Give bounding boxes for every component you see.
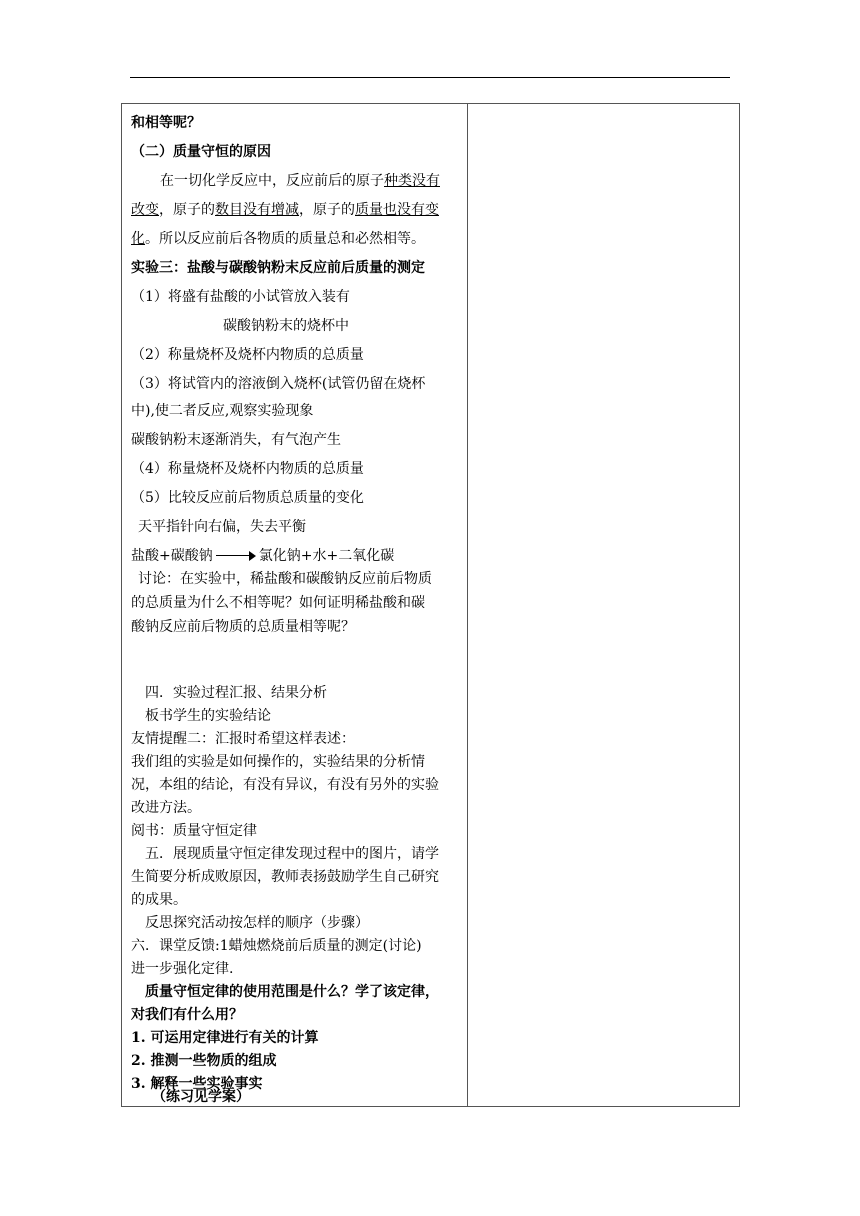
section-heading: 四．实验过程汇报、结果分析 [145, 685, 327, 701]
text-span: 在一切化学反应中，反应前后的原子 [160, 173, 384, 189]
text-line: 板书学生的实验结论 [145, 708, 271, 724]
text-line: 阅书：质量守恒定律 [131, 823, 257, 839]
list-item: 2. 推测一些物质的组成 [131, 1053, 277, 1069]
text-line [131, 230, 425, 248]
text-line: 碳酸钠粉末的烧杯中 [223, 318, 349, 334]
question-line: 对我们有什么用？ [131, 1007, 243, 1023]
products: 氯化钠+水+二氧化碳 [258, 548, 395, 564]
text-line: 生简要分析成败原因，教师表扬鼓励学生自己研究 [131, 869, 439, 885]
text-line: 反思探究活动按怎样的顺序（步骤） [145, 915, 369, 931]
question-line: 质量守恒定律的使用范围是什么？学了该定律， [145, 984, 439, 1000]
list-item: 1. 可运用定律进行有关的计算 [131, 1030, 319, 1046]
text-line: 的总质量为什么不相等呢？如何证明稀盐酸和碳 [131, 595, 425, 611]
text-line: 进一步强化定律. [131, 961, 234, 977]
underlined-span: 数目没有增减 [215, 202, 299, 218]
text-line: 况，本组的结论，有没有异议，有没有另外的实验 [131, 777, 439, 793]
text-line: 友情提醒二：汇报时希望这样表述： [131, 731, 355, 747]
section-heading: 六．课堂反馈:1蜡烛燃烧前后质量的测定(讨论) [131, 938, 422, 954]
underlined-span: 种类没有 [384, 173, 440, 189]
header-rule [130, 77, 730, 78]
lesson-content-cell [122, 104, 467, 1106]
text-line: 碳酸钠粉末逐渐消失，有气泡产生 [131, 432, 341, 448]
underlined-span: 质量也没有变 [355, 202, 439, 218]
experiment-heading: 实验三：盐酸与碳酸钠粉末反应前后质量的测定 [131, 260, 425, 276]
text-line: 讨论：在实验中，稀盐酸和碳酸钠反应前后物质 [138, 571, 432, 587]
reactants: 盐酸+碳酸钠 [131, 548, 213, 564]
underlined-span: 改变 [131, 202, 159, 218]
text-line: 天平指针向右偏，失去平衡 [138, 519, 306, 535]
text-line: （3）将试管内的溶液倒入烧杯(试管仍留在烧杯 [131, 376, 426, 392]
text-line: （2）称量烧杯及烧杯内物质的总质量 [131, 347, 364, 363]
section-heading: 五．展现质量守恒定律发现过程中的图片，请学 [145, 846, 439, 862]
text-line: 改进方法。 [131, 800, 201, 816]
text-line [131, 201, 439, 219]
text-line: （练习见学案） [152, 1089, 250, 1105]
text-span: 。所以反应前后各物质的质量总和必然相等。 [145, 231, 425, 247]
text-line: （5）比较反应前后物质总质量的变化 [131, 490, 364, 506]
text-line [160, 172, 440, 190]
text-span: ，原子的 [299, 202, 355, 218]
text-span: ，原子的 [159, 202, 215, 218]
lesson-table [121, 103, 740, 1107]
text-line: （4）称量烧杯及烧杯内物质的总质量 [131, 461, 364, 477]
list-item: 3. 解释一些实验事实 [131, 1076, 263, 1092]
text-line: 中),使二者反应,观察实验现象 [131, 403, 314, 419]
text-line: （1）将盛有盐酸的小试管放入装有 [131, 289, 350, 305]
notes-cell [468, 104, 739, 1106]
text-line: 和相等呢？ [131, 115, 201, 131]
text-line: 我们组的实验是如何操作的，实验结果的分析情 [131, 754, 425, 770]
reaction-equation [131, 547, 394, 565]
underlined-span: 化 [131, 231, 145, 247]
text-line: 的成果。 [131, 892, 187, 908]
section-heading: （二）质量守恒的原因 [131, 144, 271, 160]
reaction-arrow-icon [216, 551, 256, 561]
text-line: 酸钠反应前后物质的总质量相等呢？ [131, 619, 355, 635]
